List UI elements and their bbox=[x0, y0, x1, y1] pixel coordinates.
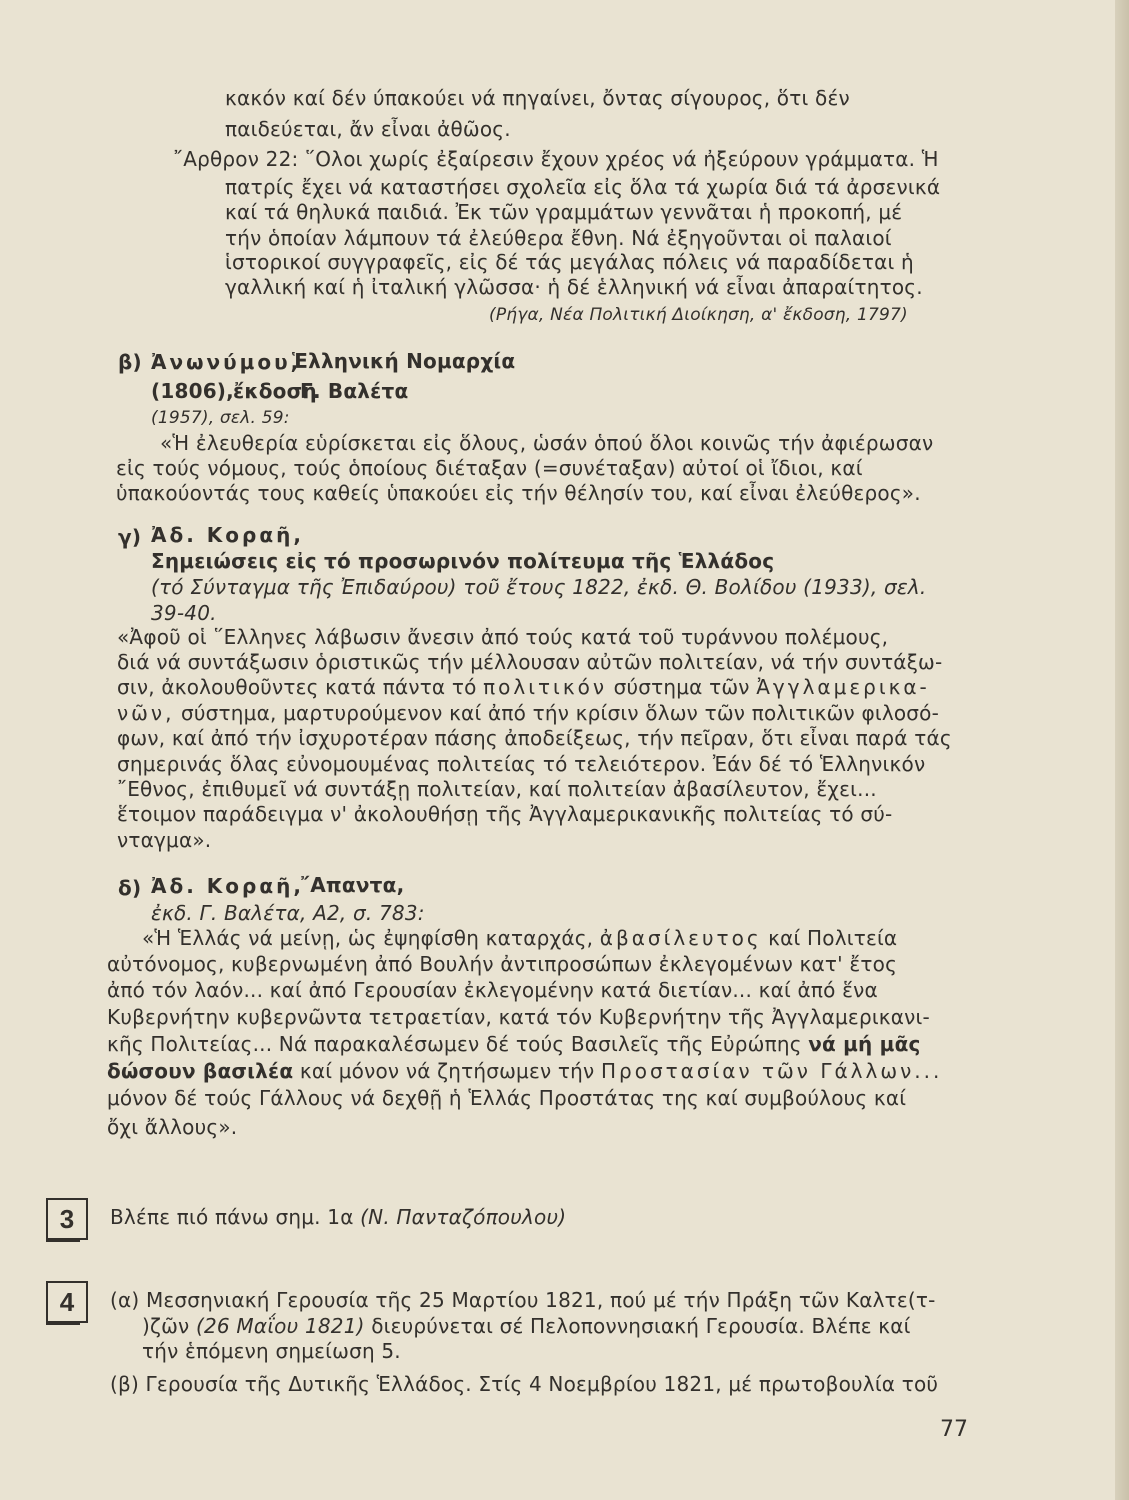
spaced-term: ἀβασίλευτος bbox=[599, 926, 762, 950]
quote-line bbox=[117, 701, 939, 725]
quote-segment: κῆς Πολιτείας... Νά παρακαλέσωμεν δέ τούς Βασιλεῖς τῆς Εὐρώπης bbox=[107, 1032, 802, 1056]
quote-line: «Ἡ ἐλευθερία εὑρίσκεται εἰς ὅλους, ὡσάν ὁπού ὅλοι κοινῶς τήν ἀφιέρωσαν bbox=[160, 431, 934, 455]
note-text bbox=[142, 1314, 911, 1338]
quote-line: μόνον δέ τούς Γάλλους νά δεχθῇ ἡ Ἑλλάς Προστάτας της καί συμβούλους καί bbox=[107, 1086, 907, 1110]
spaced-term: Προστασίαν τῶν Γάλλων... bbox=[600, 1059, 943, 1083]
text-line: ἱστορικοί συγγραφεῖς, εἰς δέ τάς μεγάλας πόλεις νά παραδίδεται ἡ bbox=[225, 250, 914, 274]
emphasis: δώσουν βασιλέα bbox=[107, 1059, 294, 1083]
section-marker: δ) bbox=[118, 876, 142, 900]
quote-segment: καί μόνον νά ζητήσωμεν τήν bbox=[299, 1059, 595, 1083]
quote-line bbox=[107, 1032, 921, 1056]
work-title: Ἑλληνική Νομαρχία bbox=[292, 349, 516, 373]
page-number: 77 bbox=[940, 1417, 968, 1442]
quote-line: ὑπακούοντάς τους καθείς ὑπακούει εἰς τήν θέλησίν του, καί εἶναι ἐλεύθερος». bbox=[116, 481, 921, 505]
author-name: Ἀνωνύμου, bbox=[151, 350, 302, 374]
quote-line: ὄχι ἄλλους». bbox=[107, 1115, 238, 1139]
quote-segment: καί Πολιτεία bbox=[768, 926, 898, 950]
author-name: Ἀδ. Κοραῆ, bbox=[151, 874, 304, 898]
note-text: (α) Μεσσηνιακή Γερουσία τῆς 25 Μαρτίου 1821, πού μέ τήν Πράξη τῶν Καλτε(τ- bbox=[110, 1288, 936, 1312]
author-name: Ἀδ. Κοραῆ, bbox=[151, 523, 304, 547]
quote-line: αὐτόνομος, κυβερνωμένη ἀπό Βουλήν ἀντιπροσώπων ἐκλεγομένων κατ' ἔτος bbox=[107, 952, 898, 976]
quote-line bbox=[107, 1059, 942, 1083]
quote-segment: σιν, ἀκολουθοῦντες κατά πάντα τό bbox=[117, 675, 477, 699]
page-edge bbox=[1115, 0, 1129, 1500]
work-title: Σημειώσεις εἰς τό προσωρινόν πολίτευμα τῆς Ἑλλάδος bbox=[151, 549, 775, 573]
note-reference: (Ν. Πανταζόπουλου) bbox=[360, 1205, 567, 1229]
quote-line: ῎Εθνος, ἐπιθυμεῖ νά συντάξῃ πολιτείαν, καί πολιτείαν ἀβασίλευτον, ἔχει... bbox=[117, 777, 877, 801]
page-reference: (τό Σύνταγμα τῆς Ἐπιδαύρου) τοῦ ἔτους 1822, ἐκδ. Θ. Βολίδου (1933), σελ. bbox=[151, 575, 927, 599]
note-segment: Βλέπε πιό πάνω σημ. 1α bbox=[110, 1205, 354, 1229]
text-line: παιδεύεται, ἄν εἶναι ἀθῶος. bbox=[225, 117, 511, 141]
quote-line: φων, καί ἀπό τήν ἰσχυροτέραν πάσης ἀποδείξεως, τήν πεῖραν, ὅτι εἶναι παρά τάς bbox=[117, 726, 952, 750]
year: (1806), bbox=[151, 379, 234, 403]
note-date: (26 Μαΐου 1821) bbox=[195, 1314, 365, 1338]
text-line: πατρίς ἔχει νά καταστήσει σχολεῖα εἰς ὅλα τά χωρία διά τά ἀρσενικά bbox=[225, 175, 941, 199]
quote-line bbox=[117, 675, 930, 699]
quote-line: εἰς τούς νόμους, τούς ὁποίους διέταξαν (=συνέταξαν) αὐτοί οἱ ἴδιοι, καί bbox=[116, 456, 863, 480]
quote-segment: σύστημα τῶν bbox=[613, 675, 750, 699]
page-reference: 39-40. bbox=[151, 601, 217, 625]
note-number-box: 4 bbox=[46, 1281, 88, 1323]
spaced-term: πολιτικόν bbox=[483, 675, 608, 699]
source-citation: (Ρήγα, Νέα Πολιτική Διοίκηση, α' ἔκδοση, 1797) bbox=[489, 305, 908, 325]
spaced-term: νῶν, bbox=[117, 701, 175, 725]
quote-line: σημερινάς ὅλας εὐνομουμένας πολιτείας τό τελειότερον. Ἐάν δέ τό Ἑλληνικόν bbox=[117, 752, 926, 776]
text-line: καί τά θηλυκά παιδιά. Ἐκ τῶν γραμμάτων γεννᾶται ἡ προκοπή, μέ bbox=[225, 200, 903, 224]
quote-line: διά νά συντάξωσιν ὁριστικῶς τήν μέλλουσαν αὐτῶν πολιτείαν, νά τήν συντάξω- bbox=[117, 650, 943, 674]
note-segment: )ζῶν bbox=[142, 1314, 190, 1338]
section-marker: β) bbox=[118, 350, 142, 374]
note-number-box: 3 bbox=[46, 1198, 88, 1240]
work-title: ῎Απαντα, bbox=[300, 873, 405, 897]
quote-line: νταγμα». bbox=[117, 828, 212, 852]
text-line: γαλλική καί ἡ ἰταλική γλῶσσα· ἡ δέ ἑλληνική νά εἶναι ἀπαραίτητος. bbox=[225, 275, 923, 299]
quote-line: «Ἀφοῦ οἱ ῞Ελληνες λάβωσιν ἄνεσιν ἀπό τούς κατά τοῦ τυράννου πολέμους, bbox=[117, 625, 889, 649]
text-line: ῎Αρθρον 22: ῞Ολοι χωρίς ἐξαίρεσιν ἔχουν χρέος νά ἠξεύρουν γράμματα. Ἡ bbox=[173, 147, 939, 171]
page-reference: (1957), σελ. 59: bbox=[151, 408, 290, 428]
note-text: τήν ἑπόμενη σημείωση 5. bbox=[142, 1339, 401, 1363]
quote-line: ἀπό τόν λαόν... καί ἀπό Γερουσίαν ἐκλεγομένην κατά διετίαν... καί ἀπό ἕνα bbox=[107, 978, 878, 1002]
quote-segment: «Ἡ Ἑλλάς νά μείνῃ, ὡς ἐψηφίσθη καταρχάς, bbox=[142, 926, 594, 950]
quote-line bbox=[142, 926, 897, 950]
quote-segment: σύστημα, μαρτυρούμενον καί ἀπό τήν κρίσιν ὅλων τῶν πολιτικῶν φιλοσό- bbox=[181, 701, 940, 725]
quote-line: Κυβερνήτην κυβερνῶντα τετραετίαν, κατά τόν Κυβερνήτην τῆς Ἀγγλαμερικανι- bbox=[107, 1005, 930, 1029]
page-reference: ἐκδ. Γ. Βαλέτα, Α2, σ. 783: bbox=[151, 901, 425, 925]
spaced-term: Ἀγγλαμερικα- bbox=[756, 675, 930, 699]
text-line: κακόν καί δέν ύπακούει νά πηγαίνει, ὄντας σίγουρος, ὅτι δέν bbox=[225, 86, 850, 110]
editor-name: Γ. Βαλέτα bbox=[300, 379, 409, 403]
edition-label: ἔκδοση bbox=[233, 379, 317, 403]
note-text: (β) Γερουσία τῆς Δυτικῆς Ἑλλάδος. Στίς 4 Νοεμβρίου 1821, μέ πρωτοβουλία τοῦ bbox=[110, 1372, 939, 1396]
emphasis: νά μή μᾶς bbox=[808, 1032, 921, 1056]
text-line: τήν ὁποίαν λάμπουν τά ἐλεύθερα ἔθνη. Νά ἐξηγοῦνται οἱ παλαιοί bbox=[225, 226, 892, 250]
quote-line: ἕτοιμον παράδειγμα ν' ἀκολουθήσῃ τῆς Ἀγγλαμερικανικῆς πολιτείας τό σύ- bbox=[117, 802, 893, 826]
section-marker: γ) bbox=[118, 525, 142, 549]
note-text bbox=[110, 1205, 566, 1229]
note-segment: διευρύνεται σέ Πελοποννησιακή Γερουσία. Βλέπε καί bbox=[371, 1314, 911, 1338]
